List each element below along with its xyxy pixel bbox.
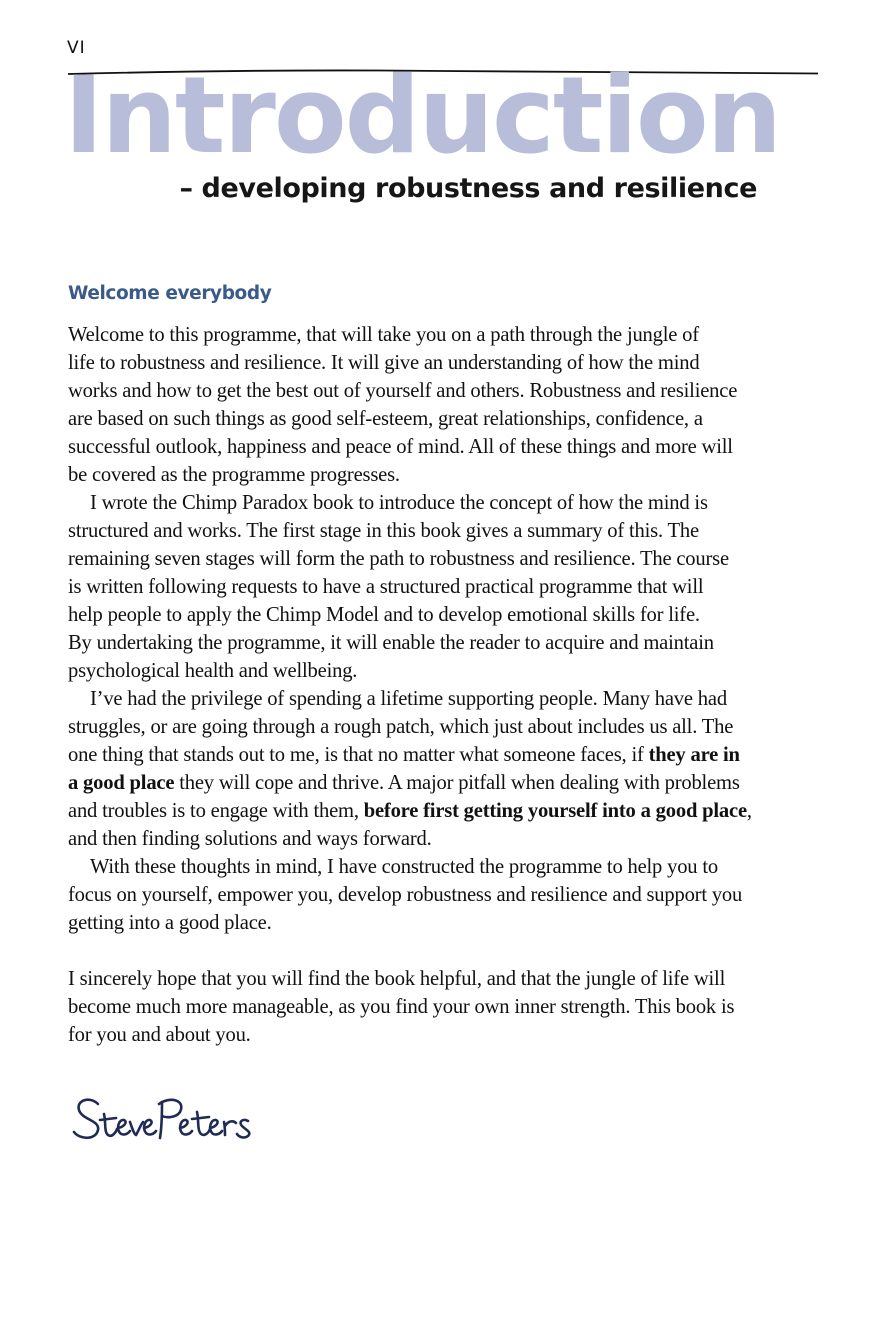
bold-text: before first getting yourself into a good place: [363, 800, 747, 822]
body-text: [68, 321, 848, 1049]
bold-text: they are in: [648, 744, 740, 766]
text-line: be covered as the programme progresses.: [68, 464, 400, 486]
text-line: Welcome to this programme, that will take you on a path through the jungle of: [68, 324, 699, 346]
text-run: ,: [746, 800, 752, 822]
signature-image: [70, 1090, 270, 1150]
text-line: By undertaking the programme, it will enable the reader to acquire and maintain: [68, 632, 714, 654]
section-heading: Welcome everybody: [68, 283, 272, 304]
bold-text: a good place: [68, 772, 175, 794]
text-line: getting into a good place.: [68, 912, 272, 934]
chapter-title: Introduction: [64, 54, 781, 177]
text-line: become much more manageable, as you find your own inner strength. This book is: [68, 996, 735, 1018]
text-run: one thing that stands out to me, is that no matter what someone faces, if: [68, 744, 649, 766]
text-line: [68, 741, 848, 769]
text-line: structured and works. The first stage in this book gives a summary of this. The: [68, 520, 699, 542]
text-line: focus on yourself, empower you, develop robustness and resilience and support you: [68, 884, 743, 906]
text-line: With these thoughts in mind, I have constructed the programme to help you to: [90, 856, 718, 878]
text-line: are based on such things as good self-esteem, great relationships, confidence, a: [68, 408, 703, 430]
text-line: for you and about you.: [68, 1024, 251, 1046]
text-line: psychological health and wellbeing.: [68, 660, 358, 682]
text-line: help people to apply the Chimp Model and to develop emotional skills for life.: [68, 604, 700, 626]
text-line: I sincerely hope that you will find the book helpful, and that the jungle of life will: [68, 968, 726, 990]
text-line: I wrote the Chimp Paradox book to introduce the concept of how the mind is: [90, 492, 708, 514]
text-line: life to robustness and resilience. It will give an understanding of how the mind: [68, 352, 700, 374]
text-line: [68, 769, 848, 797]
paragraph-gap: [68, 937, 848, 965]
text-run: and troubles is to engage with them,: [68, 800, 364, 822]
text-line: and then finding solutions and ways forward.: [68, 828, 432, 850]
page-number: VI: [67, 38, 86, 58]
text-run: they will cope and thrive. A major pitfall when dealing with problems: [174, 772, 740, 794]
chapter-subtitle: – developing robustness and resilience: [179, 173, 757, 204]
text-line: remaining seven stages will form the path to robustness and resilience. The course: [68, 548, 729, 570]
text-line: [68, 797, 848, 825]
text-line: successful outlook, happiness and peace of mind. All of these things and more will: [68, 436, 733, 458]
text-line: is written following requests to have a structured practical programme that will: [68, 576, 704, 598]
text-line: I’ve had the privilege of spending a lifetime supporting people. Many have had: [90, 688, 727, 710]
text-line: struggles, or are going through a rough patch, which just about includes us all. The: [68, 716, 734, 738]
text-line: works and how to get the best out of yourself and others. Robustness and resilience: [68, 380, 738, 402]
